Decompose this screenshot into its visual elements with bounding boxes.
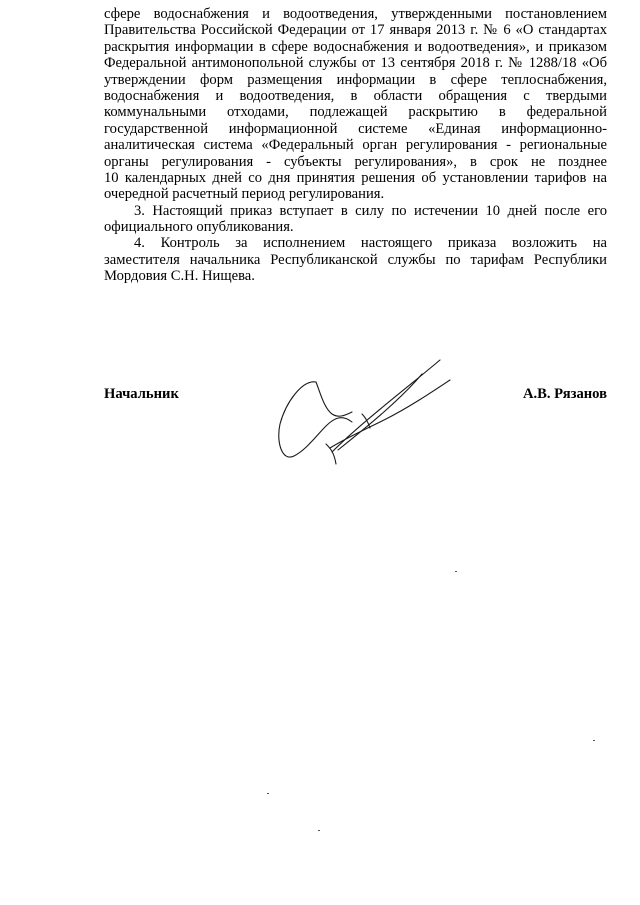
text-line: Федеральной антимонопольной службы от 13 сентября 2018 г. № 1288/18 «Об [104,55,607,72]
scan-speck [267,793,269,794]
paragraph-item-3 [104,203,607,236]
text-line: сфере водоснабжения и водоотведения, утвержденными постановлением [104,6,607,22]
text-line: аналитическая система «Федеральный орган регулирования - региональные [104,137,607,154]
handwritten-signature [272,352,472,470]
text-line: коммунальными отходами, подлежащей раскрытию в федеральной [104,104,607,121]
text-line: водоснабжения и водоотведения, в области обращения с твердыми [104,87,607,104]
paragraph-continuation [104,6,607,203]
text-line: официального опубликования. [104,219,294,236]
text-line: Мордовия С.Н. Нищева. [104,268,255,285]
document-body [104,6,607,285]
signatory-name: А.В. Рязанов [522,386,607,402]
text-line: органы регулирования - субъекты регулирования», в срок не позднее [104,153,607,170]
scan-speck [318,830,320,831]
text-line: 4. Контроль за исполнением настоящего приказа возложить на [134,235,607,252]
text-line: утверждении форм размещения информации в сфере теплоснабжения, [104,71,607,88]
text-line: очередной расчетный период регулирования. [104,186,385,203]
text-line: раскрытия информации в сфере водоснабжения и водоотведения», и приказом [104,38,607,55]
signatory-role: Начальник [104,386,179,402]
text-line: 3. Настоящий приказ вступает в силу по истечении 10 дней после его [134,202,607,219]
paragraph-item-4 [104,235,607,284]
text-line: заместителя начальника Республиканской службы по тарифам Республики [104,251,607,268]
text-line: Правительства Российской Федерации от 17 января 2013 г. № 6 «О стандартах [104,22,607,39]
scan-speck [593,740,595,741]
text-line: 10 календарных дней со дня принятия решения об установлении тарифов на [104,169,607,186]
scan-speck [455,571,457,572]
text-line: государственной информационной системе «Единая информационно- [104,120,607,137]
